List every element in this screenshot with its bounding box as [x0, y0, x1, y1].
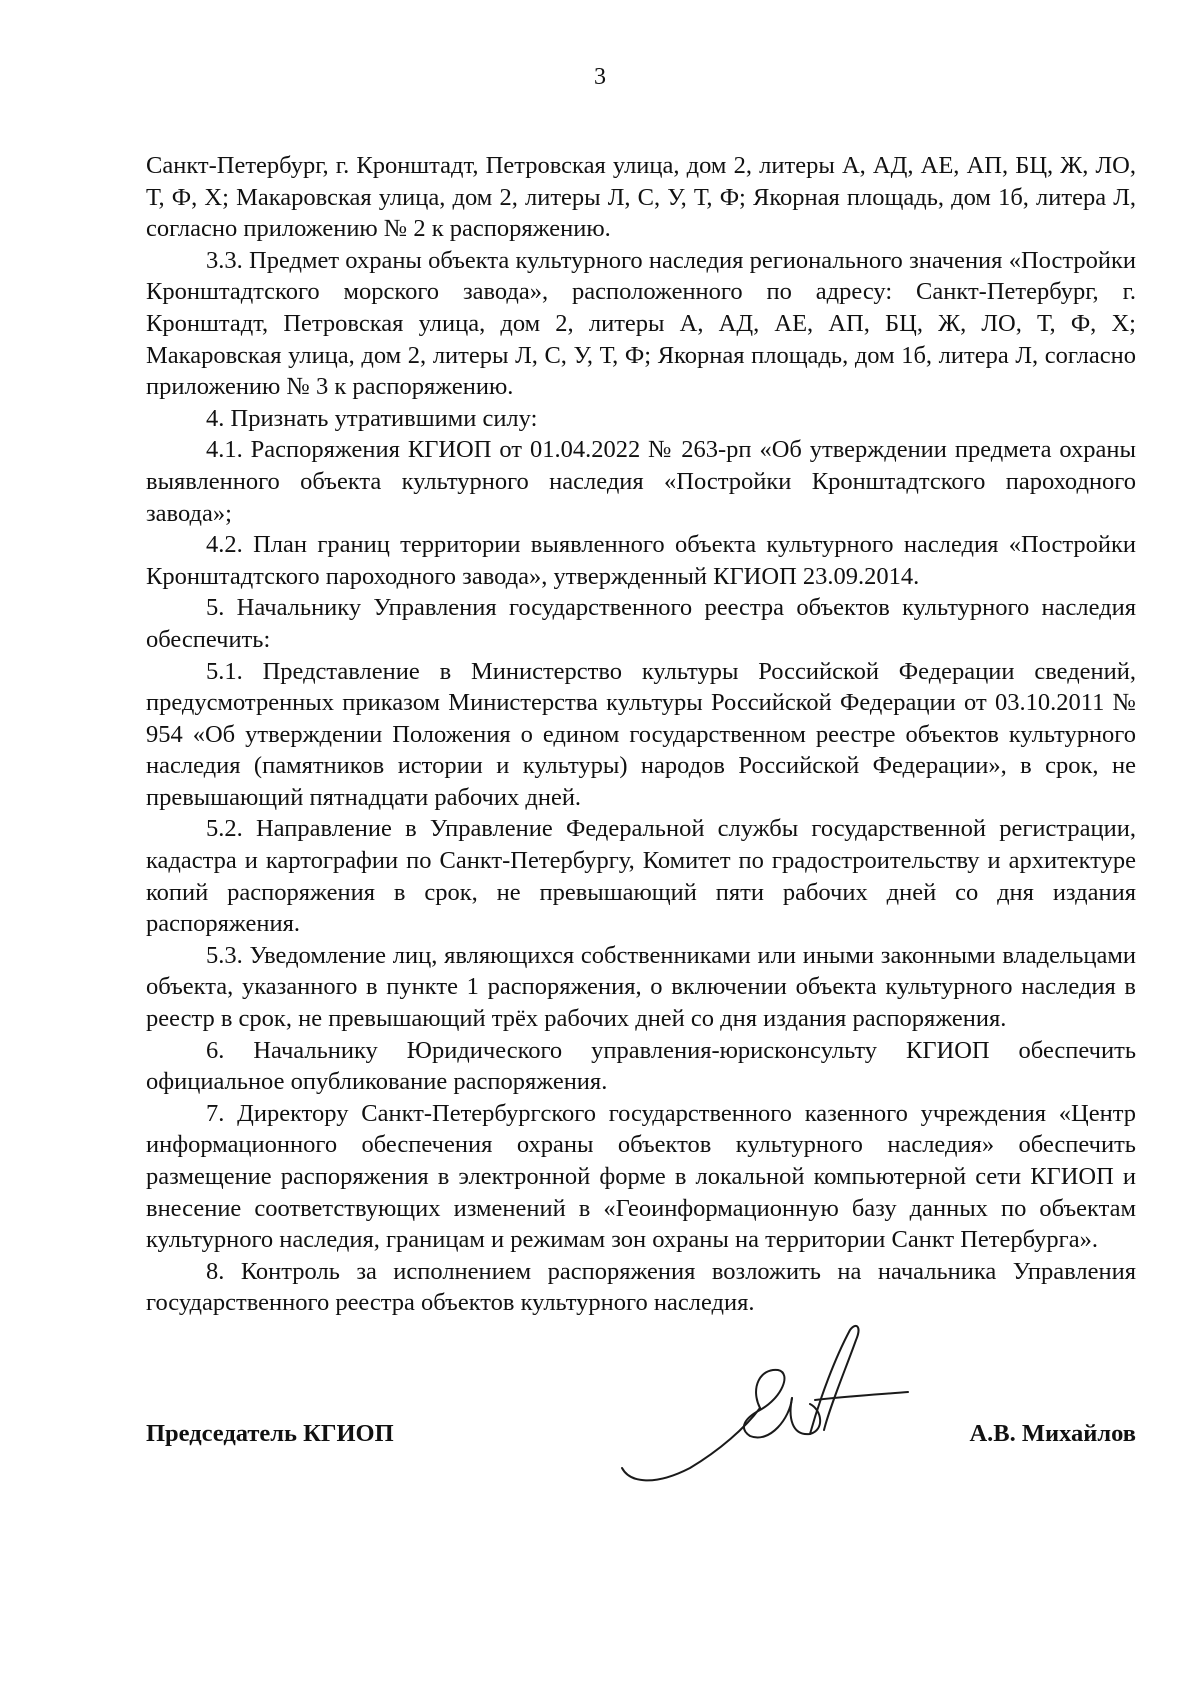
- paragraph-4: 4. Признать утратившими силу:: [206, 404, 538, 432]
- signer-title: Председатель КГИОП: [146, 1420, 394, 1447]
- paragraph-8: 8. Контроль за исполнением распоряжения возложить на начальника Управления государственного реестра объектов культурного наследия.: [146, 1257, 1136, 1317]
- paragraph-5-2: 5.2. Направление в Управление Федеральной службы государственной регистрации, кадастра и картографии по Санкт-Петербургу, Комитет по градостроительству и архитектуре копий распоряжения в срок, не превышающий пяти рабочих дней со дня издания распоряжения.: [146, 815, 1136, 938]
- paragraph-5-1: 5.1. Представление в Министерство культуры Российской Федерации сведений, предусмотренных приказом Министерства культуры Российской Федерации от 03.10.2011 № 954 «Об утверждении Положения о едином государственном реестре объектов культурного наследия (памятников истории и культуры) народов Российской Федерации», в срок, не превышающий пятнадцати рабочих дней.: [146, 657, 1136, 811]
- paragraph-3-3: 3.3. Предмет охраны объекта культурного наследия регионального значения «Постройки Кронштадтского морского завода», расположенного по адресу: Санкт-Петербург, г. Кронштадт, Петровская улица, дом 2, литеры А, АД, АЕ, АП, БЦ, Ж, ЛО, Т, Ф, Х; Макаровская улица, дом 2, литеры Л, С, У, Т, Ф; Якорная площадь, дом 1б, литера Л, согласно приложению № 3 к распоряжению.: [146, 246, 1136, 401]
- paragraph-6: 6. Начальнику Юридического управления-юрисконсульту КГИОП обеспечить официальное опубликование распоряжения.: [146, 1036, 1136, 1096]
- document-body: [146, 150, 1136, 1319]
- paragraph-7: 7. Директору Санкт-Петербургского государственного казенного учреждения «Центр информационного обеспечения охраны объектов культурного наследия» обеспечить размещение распоряжения в электронной форме в локальной компьютерной сети КГИОП и внесение соответствующих изменений в «Геоинформационную базу данных по объектам культурного наследия, границам и режимам зон охраны на территории Санкт Петербурга».: [146, 1099, 1136, 1254]
- paragraph-4-2: 4.2. План границ территории выявленного объекта культурного наследия «Постройки Кронштадтского пароходного завода», утвержденный КГИОП 23.09.2014.: [146, 531, 1136, 590]
- signer-name: А.В. Михайлов: [969, 1420, 1136, 1447]
- page-number: 3: [594, 64, 606, 90]
- paragraph-continuation: Санкт-Петербург, г. Кронштадт, Петровская улица, дом 2, литеры А, АД, АЕ, АП, БЦ, Ж, ЛО, Т, Ф, Х; Макаровская улица, дом 2, литеры Л, С, У, Т, Ф; Якорная площадь, дом 1б, литера Л, согласно приложению № 2 к распоряжению.: [146, 152, 1136, 243]
- handwritten-signature-icon: [610, 1318, 910, 1488]
- signature-row: [146, 1420, 1136, 1460]
- paragraph-4-1: 4.1. Распоряжения КГИОП от 01.04.2022 № 263-рп «Об утверждении предмета охраны выявленного объекта культурного наследия «Постройки Кронштадтского пароходного завода»;: [146, 436, 1136, 527]
- paragraph-5: 5. Начальнику Управления государственного реестра объектов культурного наследия обеспечить:: [146, 594, 1136, 653]
- paragraph-5-3: 5.3. Уведомление лиц, являющихся собственниками или иными законными владельцами объекта, указанного в пункте 1 распоряжения, о включении объекта культурного наследия в реестр в срок, не превышающий трёх рабочих дней со дня издания распоряжения.: [146, 941, 1136, 1033]
